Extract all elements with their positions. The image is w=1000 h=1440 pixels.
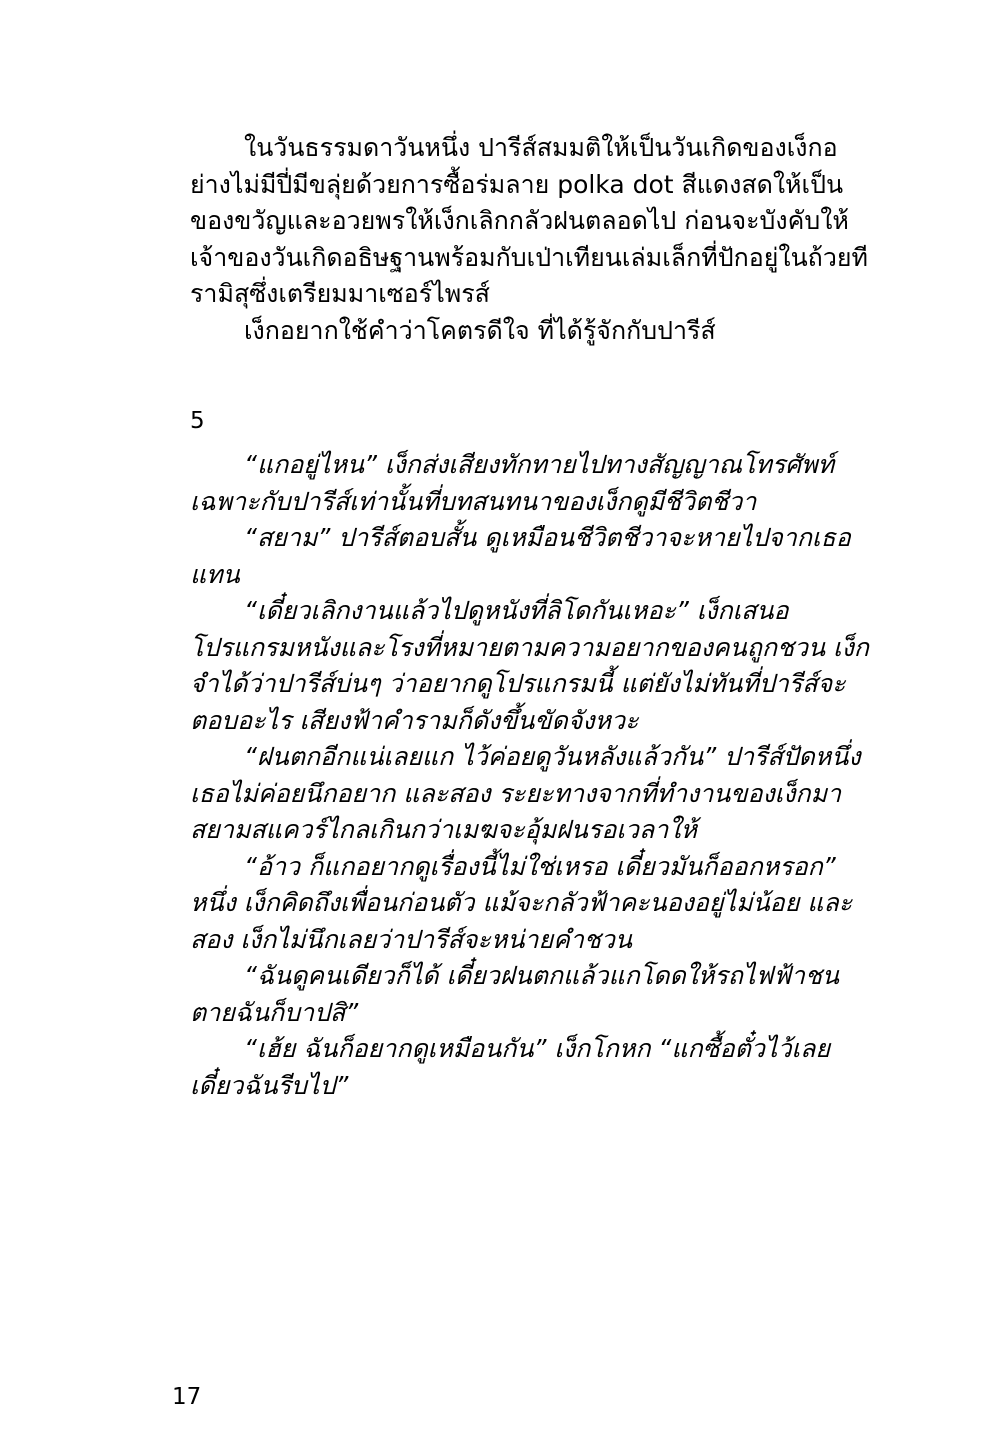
paragraph-2: เง็กอยากใช้คำว่าโคตรดีใจ ที่ได้รู้จักกับปารีส์ [244, 315, 716, 345]
paragraph-4: “สยาม” ปารีส์ตอบสั้น ดูเหมือนชีวิตชีวาจะหายไปจากเธอแทน [190, 523, 851, 589]
paragraph-7: “อ้าว ก็แกอยากดูเรื่องนี้ไม่ใช่เหรอ เดี๋ยวมันก็ออกหรอก” หนึ่ง เง็กคิดถึงเพื่อนก่อนตัว แม้จะกลัวฟ้าคะนองอยู่ไม่น้อย และสอง เง็กไม่นึกเลยว่าปารีส์จะหน่ายคำชวน [190, 851, 853, 954]
paragraph-6: “ฝนตกอีกแน่เลยแก ไว้ค่อยดูวันหลังแล้วกัน” ปารีส์ปัดหนึ่ง เธอไม่ค่อยนึกอยาก และสอง ระยะทางจากที่ทำงานของเง็กมาสยามสแควร์ไกลเกินกว่าเมฆจะอุ้มฝนรอเวลาให้ [190, 742, 861, 845]
paragraph-3: “แกอยู่ไหน” เง็กส่งเสียงทักทายไปทางสัญญาณโทรศัพท์เฉพาะกับปารีส์เท่านั้นที่บทสนทนาของเง็กดูมีชีวิตชีวา [190, 450, 835, 516]
section-number: 5 [190, 408, 205, 434]
paragraph-1: ในวันธรรมดาวันหนึ่ง ปารีส์สมมติให้เป็นวันเกิดของเง็กอย่างไม่มีปี่มีขลุ่ยด้วยการซื้อร่มลาย polka dot สีแดงสดให้เป็นของขวัญและอวยพรให้เง็กเลิกกลัวฝนตลอดไป ก่อนจะบังคับให้เจ้าของวันเกิดอธิษฐานพร้อมกับเป่าเทียนเล่มเล็กที่ปักอยู่ในถ้วยทีรามิสุซึ่งเตรียมมาเซอร์ไพรส์ [190, 133, 868, 308]
paragraph-8: “ฉันดูคนเดียวก็ได้ เดี๋ยวฝนตกแล้วแกโดดให้รถไฟฟ้าชนตายฉันก็บาปสิ” [190, 961, 839, 1027]
page-text-body [190, 130, 870, 1104]
paragraph-5: “เดี๋ยวเลิกงานแล้วไปดูหนังที่ลิโดกันเหอะ” เง็กเสนอโปรแกรมหนังและโรงที่หมายตามความอยากของคนถูกชวน เง็กจำได้ว่าปารีส์บ่นๆ ว่าอยากดูโปรแกรมนี้ แต่ยังไม่ทันที่ปารีส์จะตอบอะไร เสียงฟ้าคำรามก็ดังขึ้นขัดจังหวะ [190, 596, 869, 735]
page-number: 17 [172, 1384, 202, 1410]
paragraph-9: “เฮ้ย ฉันก็อยากดูเหมือนกัน” เง็กโกหก “แกซื้อตั๋วไว้เลย เดี๋ยวฉันรีบไป” [190, 1034, 831, 1100]
